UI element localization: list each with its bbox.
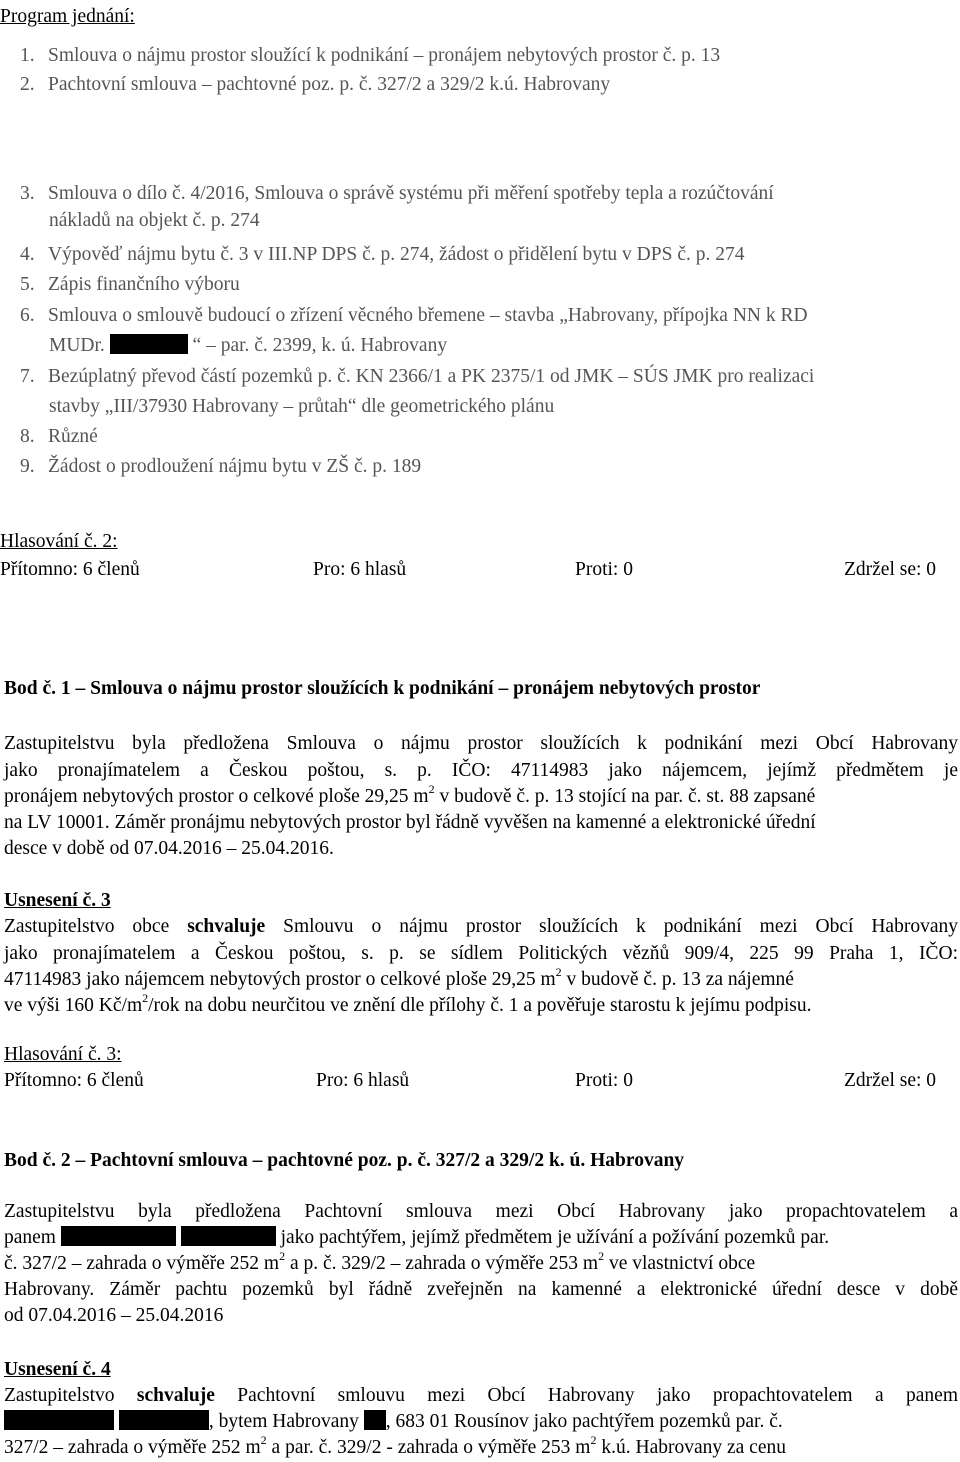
usn4-line-2: , bytem Habrovany , 683 01 Rousínov jako pachtýřem pozemků par. č. [4,1409,783,1434]
bod1-line-3: pronájem nebytových prostor o celkové ploše 29,25 $m^2$ v budově č. p. 13 stojící na par. č. st. 88 zapsané [4,781,816,807]
redaction-block [110,334,188,354]
redaction-block [181,1226,276,1246]
program-item-9: 9. Žádost o prodloužení nájmu bytu v ZŠ č. p. 189 [20,456,422,477]
vote2-present: Přítomno: 6 členů [0,559,140,580]
bod1-line-1: Zastupitelstvu byla předložena Smlouva o nájmu prostor sloužících k podnikání mezi Obcí Habrovany [4,733,958,754]
vote3-heading: Hlasování č. 3: [4,1044,122,1065]
vote2-abstain: Zdržel se: 0 [844,559,937,580]
program-item-7-cont: stavby „III/37930 Habrovany – průtah“ dle geometrického plánu [49,396,555,417]
bod2-line-1: Zastupitelstvu byla předložena Pachtovní smlouva mezi Obcí Habrovany jako propachtovatelem a [4,1201,958,1222]
program-item-2: 2. Pachtovní smlouva – pachtovné poz. p. č. 327/2 a 329/2 k.ú. Habrovany [20,74,611,95]
vote3-against: Proti: 0 [575,1070,633,1091]
vote2-for: Pro: 6 hlasů [313,559,407,580]
bod2-line-4: Habrovany. Záměr pachtu pozemků byl řádně zveřejněn na kamenné a elektronické úřední desce v době [4,1279,958,1300]
program-item-8: 8. Různé [20,426,98,447]
redaction-block [119,1410,209,1430]
usn4-line-1: Zastupitelstvo schvaluje Pachtovní smlouvu mezi Obcí Habrovany jako propachtovatelem a panem [4,1385,958,1406]
bod2-line-2: panem jako pachtýřem, jejímž předmětem je užívání a požívání pozemků par. [4,1227,830,1248]
bod1-line-2: jako pronajímatelem a Českou poštou, s. p. IČO: 47114983 jako nájemcem, jejímž předmětem je [4,760,958,781]
usn4-heading: Usnesení č. 4 [4,1359,111,1380]
redaction-block [61,1226,176,1246]
usn3-line-4: ve výši 160 $Kč/m^2$/rok na dobu neurčitou ve znění dle přílohy č. 1 a pověřuje starostu k jejímu podpisu. [4,990,812,1016]
program-item-3: 3. Smlouva o dílo č. 4/2016, Smlouva o správě systému při měření spotřeby tepla a rozúčtování [20,183,774,204]
bod2-heading: Bod č. 2 – Pachtovní smlouva – pachtovné poz. p. č. 327/2 a 329/2 k. ú. Habrovany [4,1150,685,1171]
vote3-for: Pro: 6 hlasů [316,1070,410,1091]
program-item-6: 6. Smlouva o smlouvě budoucí o zřízení věcného břemene – stavba „Habrovany, přípojka NN k RD [20,305,808,326]
usn3-heading: Usnesení č. 3 [4,890,111,911]
usn3-line-1: Zastupitelstvo obce schvaluje Smlouvu o nájmu prostor sloužících k podnikání mezi Obcí Habrovany [4,916,958,937]
program-item-6-cont: MUDr. “ – par. č. 2399, k. ú. Habrovany [49,335,448,356]
program-item-1: 1. Smlouva o nájmu prostor sloužící k podnikání – pronájem nebytových prostor č. p. 13 [20,45,721,66]
vote3-abstain: Zdržel se: 0 [844,1070,937,1091]
bod2-line-3: č. 327/2 – zahrada o výměře 252 $m^2$ a p. č. 329/2 – zahrada o výměře 253 $m^2$ ve vlastnictví obce [4,1248,756,1274]
bod1-heading: Bod č. 1 – Smlouva o nájmu prostor sloužících k podnikání – pronájem nebytových prostor [4,678,761,699]
usn3-line-3: 47114983 jako nájemcem nebytových prostor o celkové ploše 29,25 $m^2$ v budově č. p. 13 za nájemné [4,964,794,990]
program-item-5: 5. Zápis finančního výboru [20,274,240,295]
vote2-against: Proti: 0 [575,559,633,580]
vote2-heading: Hlasování č. 2: [0,531,118,552]
redaction-block [364,1410,386,1430]
program-item-4: 4. Výpověď nájmu bytu č. 3 v III.NP DPS č. p. 274, žádost o přidělení bytu v DPS č. p. 274 [20,244,745,265]
bod2-line-5: od 07.04.2016 – 25.04.2016 [4,1305,224,1326]
bod1-line-4: na LV 10001. Záměr pronájmu nebytových prostor byl řádně vyvěšen na kamenné a elektronické úřední [4,812,816,833]
bod1-line-5: desce v době od 07.04.2016 – 25.04.2016. [4,838,334,859]
program-heading: Program jednání: [0,6,135,27]
vote3-present: Přítomno: 6 členů [4,1070,144,1091]
program-item-3-cont: nákladů na objekt č. p. 274 [49,210,260,231]
redaction-block [4,1410,114,1430]
usn4-line-3: 327/2 – zahrada o výměře 252 $m^2$ a par. č. 329/2 - zahrada o výměře 253 $m^2$ k.ú. Habrovany za cenu [4,1432,786,1458]
program-item-7: 7. Bezúplatný převod částí pozemků p. č. KN 2366/1 a PK 2375/1 od JMK – SÚS JMK pro realizaci [20,366,815,387]
usn3-line-2: jako pronajímatelem a Českou poštou, s. p. se sídlem Politických vězňů 909/4, 225 99 Praha 1, IČO: [4,943,958,964]
